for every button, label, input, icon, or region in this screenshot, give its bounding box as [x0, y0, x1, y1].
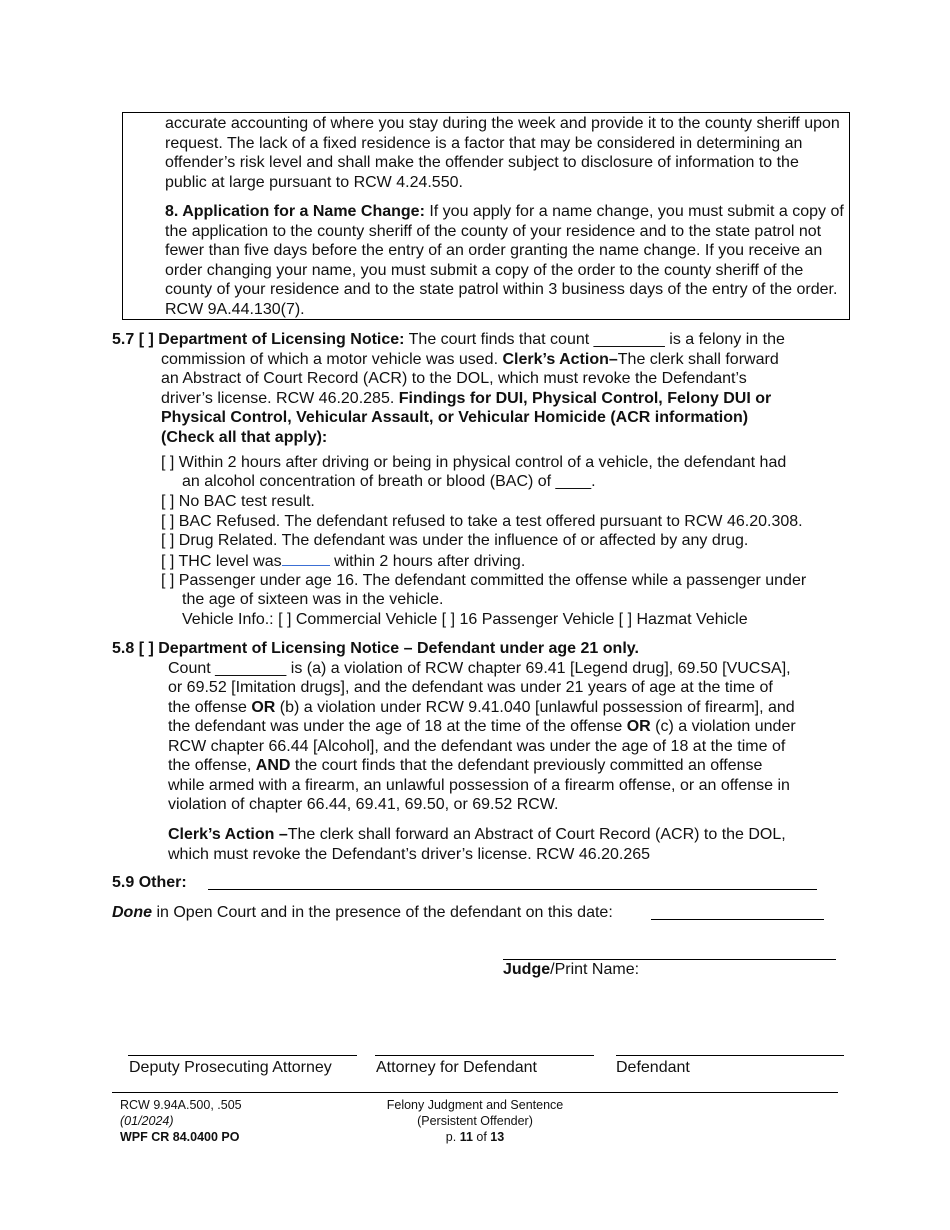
- section-5-8-line-3: [168, 698, 795, 718]
- checkbox-bac-within-2-hours[interactable]: [ ] Within 2 hours after driving or being in physical control of a vehicle, the defendant had: [161, 454, 787, 471]
- footer-center: [350, 1097, 600, 1145]
- text: the offense: [168, 699, 252, 716]
- text: [ ] THC level was: [161, 553, 282, 570]
- footer-form-id: WPF CR 84.0400 PO: [120, 1130, 240, 1144]
- signature-label-defense: Attorney for Defendant: [376, 1059, 537, 1076]
- text: /Print Name:: [550, 961, 640, 978]
- checkbox-drug-related[interactable]: [ ] Drug Related. The defendant was under the influence of or affected by any drug.: [161, 532, 749, 549]
- done-line: [112, 903, 613, 923]
- judge-label: [503, 960, 639, 980]
- section-5-7-line-3: an Abstract of Court Record (ACR) to the DOL, which must revoke the Defendant’s: [161, 370, 747, 387]
- footer-subtitle: (Persistent Offender): [417, 1114, 533, 1128]
- vehicle-info[interactable]: Vehicle Info.: [ ] Commercial Vehicle [ ] 16 Passenger Vehicle [ ] Hazmat Vehicle: [182, 611, 748, 628]
- text: the offense,: [168, 757, 256, 774]
- or-label: OR: [626, 718, 651, 735]
- text: of: [472, 1130, 491, 1144]
- passenger-text: the age of sixteen was in the vehicle.: [182, 591, 444, 608]
- text: the defendant was under the age of 18 at the time of the offense: [168, 718, 627, 735]
- page-number: 11: [459, 1130, 473, 1144]
- footer-title: Felony Judgment and Sentence: [386, 1098, 564, 1112]
- name-change-text: If you apply for a name change, you must submit a copy of the application to the county sheriff of the county of your residence and to the state patrol not fewer than five days before the entry of an order granting the name change. If you receive an order changing your name, you must submit a copy of the order to the county sheriff of the county of your residence and to the state patrol within 3 business days of the entry of the order. RCW 9A.44.130(7).: [165, 203, 844, 318]
- section-5-7-line-1: [112, 330, 785, 350]
- text: the court finds that the defendant previously committed an offense: [290, 757, 763, 774]
- checkbox-passenger-under-16[interactable]: [ ] Passenger under age 16. The defendant committed the offense while a passenger under: [161, 572, 807, 589]
- section-5-7-line-5: Physical Control, Vehicular Assault, or Vehicular Homicide (ACR information): [161, 409, 749, 426]
- text: (c) a violation under: [650, 718, 796, 735]
- box-paragraph-name-change: [165, 202, 845, 320]
- section-5-7-heading: 5.7 [ ] Department of Licensing Notice:: [112, 331, 405, 348]
- signature-label-defendant: Defendant: [616, 1059, 690, 1076]
- footer-rcw: RCW 9.94A.500, .505: [120, 1098, 242, 1112]
- text: p.: [445, 1130, 460, 1144]
- clerk-action-label: Clerk’s Action–: [502, 351, 618, 368]
- section-5-8-clerk-1: [168, 825, 786, 845]
- or-label: OR: [251, 699, 276, 716]
- footer-page: [350, 1129, 600, 1145]
- section-5-8-clerk-2: which must revoke the Defendant’s driver’s license. RCW 46.20.265: [168, 846, 651, 863]
- text: in Open Court and in the presence of the defendant on this date:: [152, 904, 613, 921]
- box-paragraph-1: accurate accounting of where you stay during the week and provide it to the county sheriff upon request. The lack of a fixed residence is a factor that may be considered in determining an offender’s risk level and shall make the offender subject to disclosure of information to the public at large pursuant to RCW 4.24.550.: [165, 115, 840, 191]
- findings-heading: Findings for DUI, Physical Control, Felony DUI or: [398, 390, 772, 407]
- section-5-7-line-4: [161, 389, 771, 409]
- clerk-action-label: Clerk’s Action –: [168, 826, 288, 843]
- section-5-7-text: The court finds that count ________ is a felony in the: [404, 331, 785, 348]
- section-5-8-line-8: violation of chapter 66.44, 69.41, 69.50, or 69.52 RCW.: [168, 796, 559, 813]
- signature-label-prosecutor: Deputy Prosecuting Attorney: [129, 1059, 332, 1076]
- checkbox-no-bac[interactable]: [ ] No BAC test result.: [161, 493, 315, 510]
- section-5-9-label: 5.9 Other:: [112, 874, 187, 891]
- section-5-8-line-4: [168, 717, 796, 737]
- section-5-8-line-6: [168, 756, 762, 776]
- text: The clerk shall forward: [617, 351, 779, 368]
- section-5-8-line-5: RCW chapter 66.44 [Alcohol], and the defendant was under the age of 18 at the time of: [168, 738, 786, 755]
- name-change-heading: 8. Application for a Name Change:: [165, 203, 425, 220]
- section-5-8-line-1: Count ________ is (a) a violation of RCW chapter 69.41 [Legend drug], 69.50 [VUCSA],: [168, 660, 791, 677]
- footer-left: [120, 1097, 242, 1145]
- text: within 2 hours after driving.: [329, 553, 526, 570]
- text: commission of which a motor vehicle was used.: [161, 351, 503, 368]
- section-5-7-line-6: (Check all that apply):: [161, 429, 328, 446]
- checkbox-bac-refused[interactable]: [ ] BAC Refused. The defendant refused to take a test offered pursuant to RCW 46.20.308.: [161, 513, 803, 530]
- text: driver’s license. RCW 46.20.285.: [161, 390, 399, 407]
- text: The clerk shall forward an Abstract of Court Record (ACR) to the DOL,: [287, 826, 786, 843]
- judge-bold: Judge: [503, 961, 551, 978]
- checkbox-bac-text: an alcohol concentration of breath or blood (BAC) of ____.: [182, 473, 596, 490]
- footer-date: (01/2024): [120, 1114, 174, 1128]
- done-label: Done: [112, 904, 152, 921]
- text: (b) a violation under RCW 9.41.040 [unlawful possession of firearm], and: [275, 699, 795, 716]
- thc-level-field[interactable]: [282, 551, 330, 566]
- section-5-7-line-2: [161, 350, 779, 370]
- other-field[interactable]: [208, 889, 817, 890]
- section-5-8-line-7: while armed with a firearm, an unlawful possession of a firearm offense, or an offense in: [168, 777, 790, 794]
- page-total: 13: [490, 1130, 505, 1144]
- section-5-8-line-2: or 69.52 [Imitation drugs], and the defendant was under 21 years of age at the time of: [168, 679, 773, 696]
- footer-divider: [112, 1092, 838, 1093]
- signature-line-defense[interactable]: [375, 1055, 594, 1056]
- section-5-8-heading: 5.8 [ ] Department of Licensing Notice – Defendant under age 21 only.: [112, 640, 639, 657]
- date-field[interactable]: [651, 919, 824, 920]
- signature-line-prosecutor[interactable]: [128, 1055, 357, 1056]
- signature-line-defendant[interactable]: [616, 1055, 844, 1056]
- and-label: AND: [255, 757, 291, 774]
- checkbox-thc-level[interactable]: [161, 551, 525, 572]
